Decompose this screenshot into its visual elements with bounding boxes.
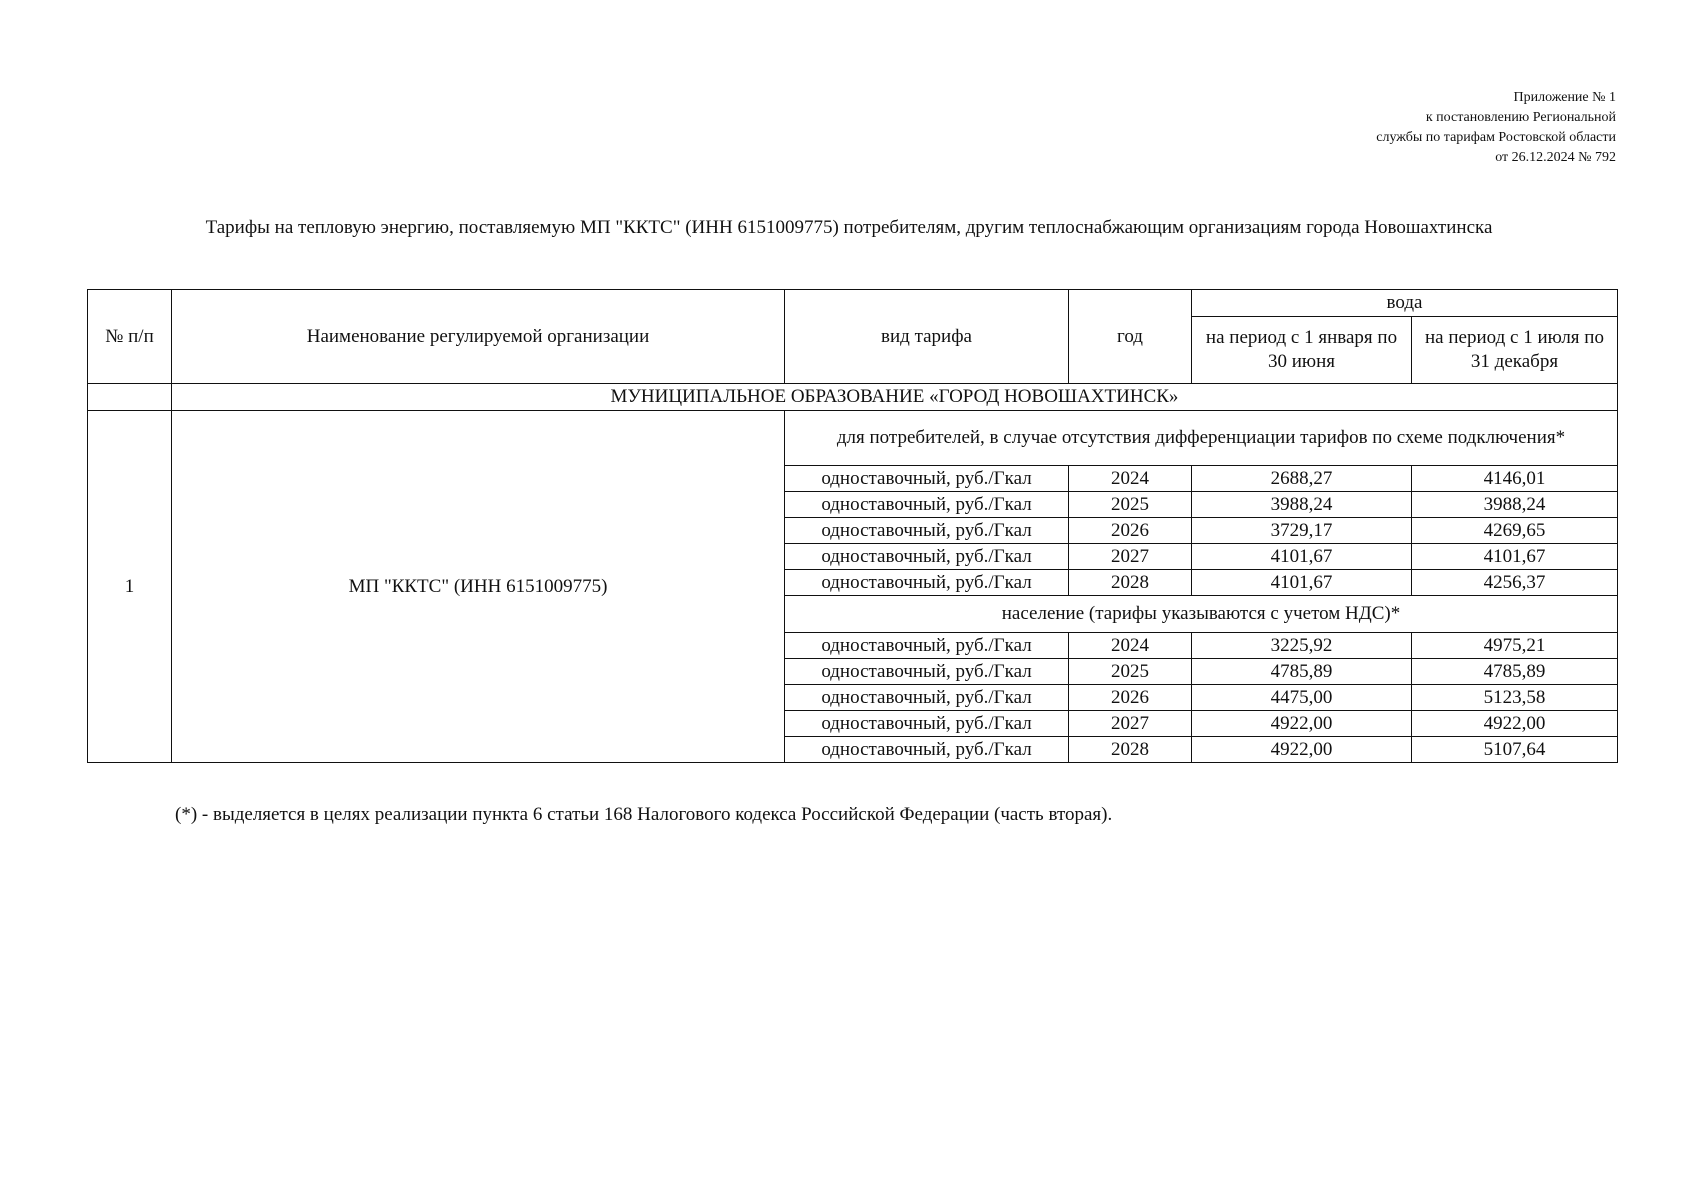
year-cell: 2025 [1069,492,1192,518]
year-cell: 2026 [1069,518,1192,544]
period2-value: 4922,00 [1412,711,1618,737]
period1-value: 4922,00 [1192,737,1412,763]
period1-value: 3988,24 [1192,492,1412,518]
period1-value: 4101,67 [1192,544,1412,570]
header-water: вода [1192,290,1618,317]
tariff-type-cell: одноставочный, руб./Гкал [785,659,1069,685]
period1-value: 4785,89 [1192,659,1412,685]
municipality-empty-cell [88,384,172,411]
appendix-note [1196,88,1616,168]
period2-value: 3988,24 [1412,492,1618,518]
header-number: № п/п [88,290,172,384]
organization-name: МП "ККТС" (ИНН 6151009775) [172,411,785,763]
appendix-line: Приложение № 1 [1513,90,1616,105]
header-organization: Наименование регулируемой организации [172,290,785,384]
year-cell: 2027 [1069,544,1192,570]
appendix-line: к постановлению Региональной [1425,110,1616,125]
period2-value: 4256,37 [1412,570,1618,596]
period1-value: 4101,67 [1192,570,1412,596]
year-cell: 2028 [1069,737,1192,763]
period2-value: 4269,65 [1412,518,1618,544]
tariff-type-cell: одноставочный, руб./Гкал [785,570,1069,596]
period2-value: 4101,67 [1412,544,1618,570]
period1-value: 2688,27 [1192,466,1412,492]
document-title: Тарифы на тепловую энергию, поставляемую МП "ККТС" (ИНН 6151009775) потребителям, другим теплоснабжающим организациям города Новошахтинска [205,217,1493,238]
tariff-table [87,289,1618,763]
tariff-type-cell: одноставочный, руб./Гкал [785,466,1069,492]
header-period-1: на период с 1 января по 30 июня [1192,317,1412,384]
group-label: население (тарифы указываются с учетом НДС)* [785,596,1618,633]
period2-value: 5107,64 [1412,737,1618,763]
tariff-type-cell: одноставочный, руб./Гкал [785,633,1069,659]
tariff-type-cell: одноставочный, руб./Гкал [785,737,1069,763]
tariff-type-cell: одноставочный, руб./Гкал [785,685,1069,711]
period2-value: 5123,58 [1412,685,1618,711]
appendix-line: от 26.12.2024 № 792 [1495,150,1616,165]
header-year: год [1069,290,1192,384]
row-number: 1 [88,411,172,763]
group-label: для потребителей, в случае отсутствия дифференциации тарифов по схеме подключения* [785,411,1618,466]
tariff-type-cell: одноставочный, руб./Гкал [785,711,1069,737]
year-cell: 2028 [1069,570,1192,596]
year-cell: 2026 [1069,685,1192,711]
municipality-label: МУНИЦИПАЛЬНОЕ ОБРАЗОВАНИЕ «ГОРОД НОВОШАХТИНСК» [172,384,1618,411]
period2-value: 4146,01 [1412,466,1618,492]
year-cell: 2024 [1069,466,1192,492]
period1-value: 4475,00 [1192,685,1412,711]
year-cell: 2027 [1069,711,1192,737]
year-cell: 2024 [1069,633,1192,659]
header-period-2: на период с 1 июля по 31 декабря [1412,317,1618,384]
period1-value: 4922,00 [1192,711,1412,737]
period2-value: 4785,89 [1412,659,1618,685]
period2-value: 4975,21 [1412,633,1618,659]
header-tariff-type: вид тарифа [785,290,1069,384]
tariff-type-cell: одноставочный, руб./Гкал [785,518,1069,544]
tariff-type-cell: одноставочный, руб./Гкал [785,492,1069,518]
appendix-line: службы по тарифам Ростовской области [1376,130,1616,145]
footnote: (*) - выделяется в целях реализации пункта 6 статьи 168 Налогового кодекса Российской Федерации (часть вторая). [175,804,1113,825]
period1-value: 3225,92 [1192,633,1412,659]
year-cell: 2025 [1069,659,1192,685]
tariff-type-cell: одноставочный, руб./Гкал [785,544,1069,570]
period1-value: 3729,17 [1192,518,1412,544]
